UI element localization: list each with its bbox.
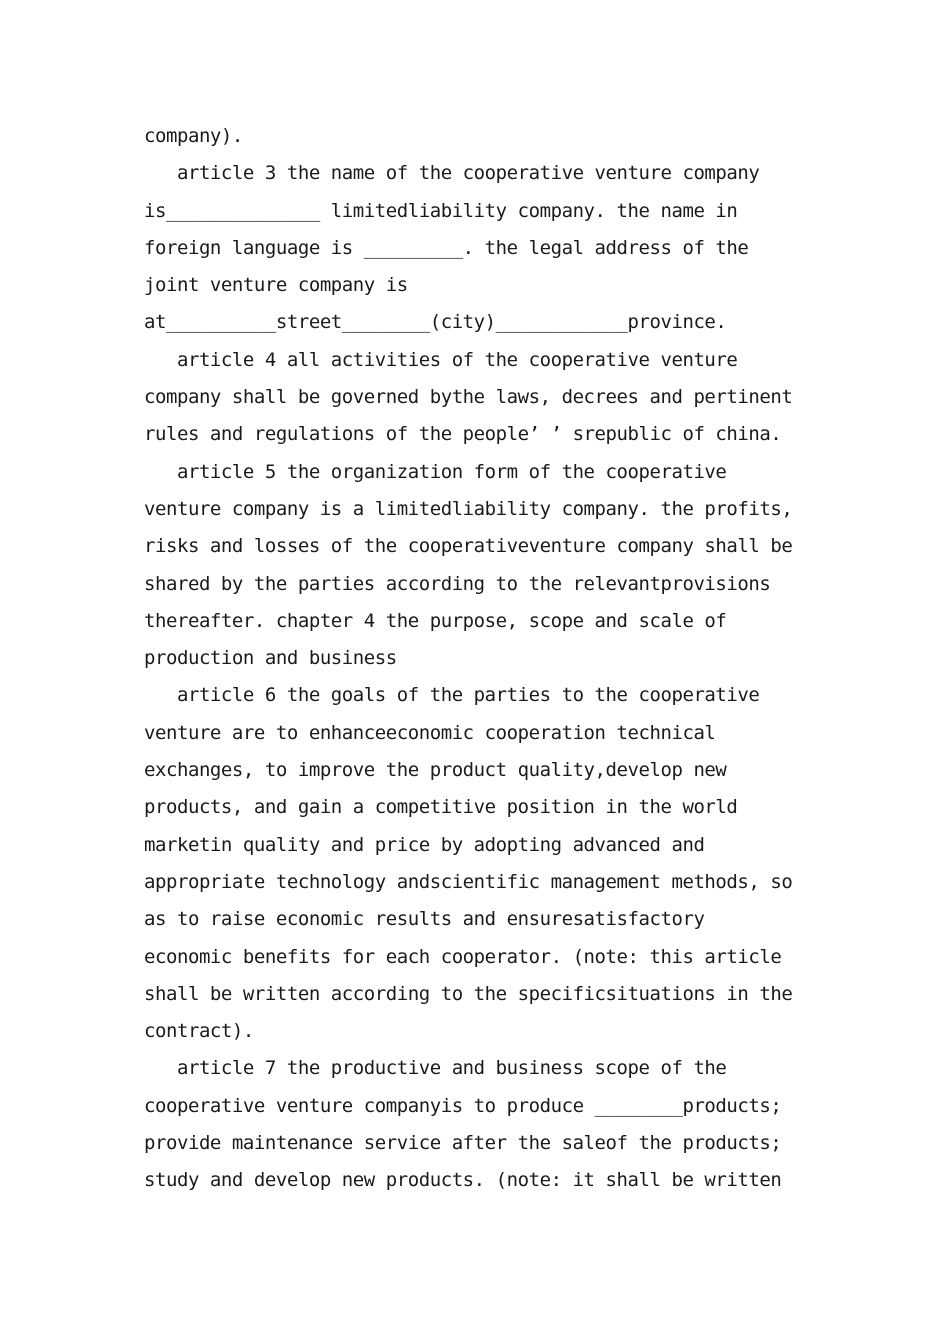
text-line: exchanges, to improve the product quality,develop new bbox=[144, 759, 727, 782]
text-line: production and business bbox=[144, 647, 397, 670]
text-line: cooperative venture companyis to produce ________products; bbox=[144, 1094, 782, 1117]
text-line: article 7 the productive and business scope of the bbox=[144, 1057, 727, 1080]
text-line: shall be written according to the specificsituations in the bbox=[144, 982, 793, 1005]
text-line: marketin quality and price by adopting advanced and bbox=[144, 833, 705, 856]
text-line: at__________street________(city)____________province. bbox=[144, 311, 727, 334]
text-line: appropriate technology andscientific management methods, so bbox=[144, 870, 793, 893]
text-line: venture are to enhanceeconomic cooperation technical bbox=[144, 721, 716, 744]
text-line: products, and gain a competitive position in the world bbox=[144, 796, 738, 819]
text-line: venture company is a limitedliability company. the profits, bbox=[144, 497, 793, 520]
text-line: article 6 the goals of the parties to the cooperative bbox=[144, 684, 760, 707]
text-line: risks and losses of the cooperativeventure company shall be bbox=[144, 535, 793, 558]
text-line: thereafter. chapter 4 the purpose, scope and scale of bbox=[144, 609, 727, 632]
text-line: company shall be governed bythe laws, decrees and pertinent bbox=[144, 386, 793, 409]
text-line: economic benefits for each cooperator. (note: this article bbox=[144, 945, 782, 968]
text-line: article 4 all activities of the cooperative venture bbox=[144, 348, 738, 371]
text-line: provide maintenance service after the saleof the products; bbox=[144, 1132, 782, 1155]
text-line: rules and regulations of the people’ ’ srepublic of china. bbox=[144, 423, 782, 446]
text-line: is______________ limitedliability company. the name in bbox=[144, 199, 738, 222]
text-line: company). bbox=[144, 125, 243, 147]
text-line: contract). bbox=[144, 1020, 254, 1043]
document-body bbox=[144, 118, 824, 1200]
text-line: as to raise economic results and ensuresatisfactory bbox=[144, 908, 705, 931]
text-line: shared by the parties according to the relevantprovisions bbox=[144, 572, 771, 595]
text-line: study and develop new products. (note: it shall be written bbox=[144, 1169, 782, 1192]
text-line: article 3 the name of the cooperative venture company bbox=[144, 162, 760, 185]
text-line: joint venture company is bbox=[144, 274, 408, 297]
text-line: article 5 the organization form of the cooperative bbox=[144, 460, 727, 483]
text-line: foreign language is _________. the legal address of the bbox=[144, 236, 749, 259]
